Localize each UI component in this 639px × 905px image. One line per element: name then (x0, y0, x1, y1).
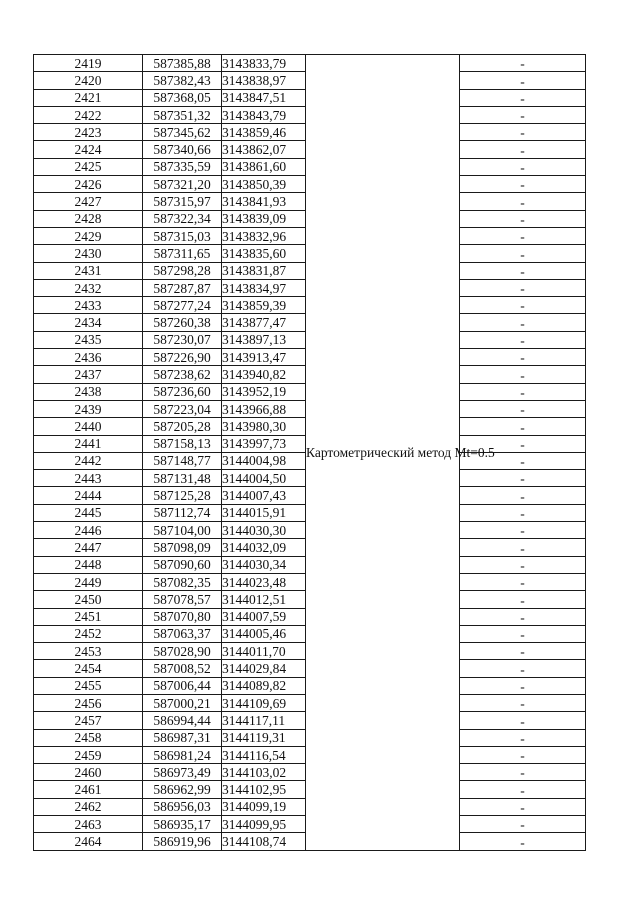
x-coordinate-cell: 587236,60 (143, 383, 222, 400)
note-cell: - (460, 729, 586, 746)
point-number-cell: 2462 (34, 798, 143, 815)
note-cell: - (460, 245, 586, 262)
note-cell: - (460, 331, 586, 348)
x-coordinate-cell: 586956,03 (143, 798, 222, 815)
point-number-cell: 2441 (34, 435, 143, 452)
point-number-cell: 2432 (34, 279, 143, 296)
x-coordinate-cell: 587335,59 (143, 158, 222, 175)
point-number-cell: 2443 (34, 470, 143, 487)
x-coordinate-cell: 587226,90 (143, 349, 222, 366)
note-cell: - (460, 106, 586, 123)
x-coordinate-cell: 587277,24 (143, 297, 222, 314)
y-coordinate-cell: 3143897,13 (222, 331, 306, 348)
note-cell: - (460, 262, 586, 279)
point-number-cell: 2459 (34, 746, 143, 763)
point-number-cell: 2433 (34, 297, 143, 314)
note-cell: - (460, 227, 586, 244)
note-cell: - (460, 124, 586, 141)
x-coordinate-cell: 587321,20 (143, 176, 222, 193)
point-number-cell: 2440 (34, 418, 143, 435)
note-cell: - (460, 625, 586, 642)
point-number-cell: 2431 (34, 262, 143, 279)
y-coordinate-cell: 3143859,39 (222, 297, 306, 314)
point-number-cell: 2464 (34, 833, 143, 850)
note-cell: - (460, 470, 586, 487)
y-coordinate-cell: 3144029,84 (222, 660, 306, 677)
x-coordinate-cell: 587223,04 (143, 400, 222, 417)
point-number-cell: 2448 (34, 556, 143, 573)
x-coordinate-cell: 586987,31 (143, 729, 222, 746)
y-coordinate-cell: 3144032,09 (222, 539, 306, 556)
y-coordinate-cell: 3144108,74 (222, 833, 306, 850)
y-coordinate-cell: 3144116,54 (222, 746, 306, 763)
note-cell: - (460, 643, 586, 660)
y-coordinate-cell: 3143833,79 (222, 55, 306, 72)
x-coordinate-cell: 587311,65 (143, 245, 222, 262)
y-coordinate-cell: 3143841,93 (222, 193, 306, 210)
x-coordinate-cell: 587104,00 (143, 522, 222, 539)
point-number-cell: 2460 (34, 764, 143, 781)
x-coordinate-cell: 587351,32 (143, 106, 222, 123)
point-number-cell: 2425 (34, 158, 143, 175)
point-number-cell: 2429 (34, 227, 143, 244)
x-coordinate-cell: 587070,80 (143, 608, 222, 625)
y-coordinate-cell: 3143832,96 (222, 227, 306, 244)
y-coordinate-cell: 3144023,48 (222, 573, 306, 590)
point-number-cell: 2455 (34, 677, 143, 694)
y-coordinate-cell: 3143940,82 (222, 366, 306, 383)
x-coordinate-cell: 587315,03 (143, 227, 222, 244)
point-number-cell: 2444 (34, 487, 143, 504)
note-cell: - (460, 522, 586, 539)
y-coordinate-cell: 3144030,30 (222, 522, 306, 539)
x-coordinate-cell: 587260,38 (143, 314, 222, 331)
point-number-cell: 2436 (34, 349, 143, 366)
x-coordinate-cell: 587125,28 (143, 487, 222, 504)
point-number-cell: 2446 (34, 522, 143, 539)
y-coordinate-cell: 3143997,73 (222, 435, 306, 452)
note-cell: - (460, 297, 586, 314)
x-coordinate-cell: 587315,97 (143, 193, 222, 210)
x-coordinate-cell: 587158,13 (143, 435, 222, 452)
note-cell: - (460, 435, 586, 452)
point-number-cell: 2437 (34, 366, 143, 383)
note-cell: - (460, 366, 586, 383)
point-number-cell: 2456 (34, 694, 143, 711)
x-coordinate-cell: 587112,74 (143, 504, 222, 521)
y-coordinate-cell: 3144099,95 (222, 816, 306, 833)
note-cell: - (460, 72, 586, 89)
x-coordinate-cell: 587340,66 (143, 141, 222, 158)
x-coordinate-cell: 587148,77 (143, 452, 222, 469)
point-number-cell: 2463 (34, 816, 143, 833)
note-cell: - (460, 141, 586, 158)
point-number-cell: 2430 (34, 245, 143, 262)
note-cell: - (460, 712, 586, 729)
x-coordinate-cell: 586973,49 (143, 764, 222, 781)
y-coordinate-cell: 3144099,19 (222, 798, 306, 815)
note-cell: - (460, 279, 586, 296)
x-coordinate-cell: 587345,62 (143, 124, 222, 141)
y-coordinate-cell: 3144015,91 (222, 504, 306, 521)
y-coordinate-cell: 3143835,60 (222, 245, 306, 262)
y-coordinate-cell: 3143847,51 (222, 89, 306, 106)
note-cell: - (460, 158, 586, 175)
y-coordinate-cell: 3143838,97 (222, 72, 306, 89)
x-coordinate-cell: 587000,21 (143, 694, 222, 711)
coordinates-table (33, 54, 586, 851)
y-coordinate-cell: 3143862,07 (222, 141, 306, 158)
point-number-cell: 2424 (34, 141, 143, 158)
x-coordinate-cell: 586994,44 (143, 712, 222, 729)
note-cell: - (460, 176, 586, 193)
note-cell: - (460, 452, 586, 469)
y-coordinate-cell: 3143952,19 (222, 383, 306, 400)
y-coordinate-cell: 3143980,30 (222, 418, 306, 435)
point-number-cell: 2457 (34, 712, 143, 729)
y-coordinate-cell: 3144109,69 (222, 694, 306, 711)
y-coordinate-cell: 3143966,88 (222, 400, 306, 417)
note-cell: - (460, 764, 586, 781)
y-coordinate-cell: 3144103,02 (222, 764, 306, 781)
x-coordinate-cell: 587230,07 (143, 331, 222, 348)
y-coordinate-cell: 3143831,87 (222, 262, 306, 279)
point-number-cell: 2445 (34, 504, 143, 521)
point-number-cell: 2454 (34, 660, 143, 677)
note-cell: - (460, 504, 586, 521)
note-cell: - (460, 487, 586, 504)
note-cell: - (460, 798, 586, 815)
note-cell: - (460, 400, 586, 417)
point-number-cell: 2428 (34, 210, 143, 227)
note-cell: - (460, 833, 586, 850)
point-number-cell: 2450 (34, 591, 143, 608)
note-cell: - (460, 556, 586, 573)
y-coordinate-cell: 3143913,47 (222, 349, 306, 366)
y-coordinate-cell: 3143834,97 (222, 279, 306, 296)
y-coordinate-cell: 3144117,11 (222, 712, 306, 729)
y-coordinate-cell: 3144011,70 (222, 643, 306, 660)
x-coordinate-cell: 587382,43 (143, 72, 222, 89)
point-number-cell: 2426 (34, 176, 143, 193)
y-coordinate-cell: 3143839,09 (222, 210, 306, 227)
x-coordinate-cell: 587063,37 (143, 625, 222, 642)
note-cell: - (460, 539, 586, 556)
y-coordinate-cell: 3144012,51 (222, 591, 306, 608)
x-coordinate-cell: 587008,52 (143, 660, 222, 677)
y-coordinate-cell: 3143861,60 (222, 158, 306, 175)
x-coordinate-cell: 587028,90 (143, 643, 222, 660)
y-coordinate-cell: 3144007,59 (222, 608, 306, 625)
note-cell: - (460, 694, 586, 711)
x-coordinate-cell: 587131,48 (143, 470, 222, 487)
point-number-cell: 2423 (34, 124, 143, 141)
point-number-cell: 2419 (34, 55, 143, 72)
y-coordinate-cell: 3143850,39 (222, 176, 306, 193)
x-coordinate-cell: 587082,35 (143, 573, 222, 590)
y-coordinate-cell: 3144102,95 (222, 781, 306, 798)
note-cell: - (460, 193, 586, 210)
point-number-cell: 2442 (34, 452, 143, 469)
point-number-cell: 2461 (34, 781, 143, 798)
point-number-cell: 2422 (34, 106, 143, 123)
point-number-cell: 2453 (34, 643, 143, 660)
y-coordinate-cell: 3144007,43 (222, 487, 306, 504)
note-cell: - (460, 677, 586, 694)
y-coordinate-cell: 3143859,46 (222, 124, 306, 141)
y-coordinate-cell: 3143843,79 (222, 106, 306, 123)
note-cell: - (460, 591, 586, 608)
x-coordinate-cell: 587238,62 (143, 366, 222, 383)
x-coordinate-cell: 586919,96 (143, 833, 222, 850)
point-number-cell: 2458 (34, 729, 143, 746)
point-number-cell: 2434 (34, 314, 143, 331)
table-row (34, 55, 586, 72)
point-number-cell: 2439 (34, 400, 143, 417)
note-cell: - (460, 210, 586, 227)
note-cell: - (460, 314, 586, 331)
point-number-cell: 2435 (34, 331, 143, 348)
x-coordinate-cell: 587385,88 (143, 55, 222, 72)
x-coordinate-cell: 587368,05 (143, 89, 222, 106)
note-cell: - (460, 660, 586, 677)
x-coordinate-cell: 586981,24 (143, 746, 222, 763)
point-number-cell: 2421 (34, 89, 143, 106)
point-number-cell: 2420 (34, 72, 143, 89)
y-coordinate-cell: 3144004,98 (222, 452, 306, 469)
point-number-cell: 2451 (34, 608, 143, 625)
x-coordinate-cell: 587298,28 (143, 262, 222, 279)
y-coordinate-cell: 3144004,50 (222, 470, 306, 487)
y-coordinate-cell: 3144089,82 (222, 677, 306, 694)
note-cell: - (460, 816, 586, 833)
note-cell: - (460, 781, 586, 798)
note-cell: - (460, 349, 586, 366)
note-cell: - (460, 608, 586, 625)
point-number-cell: 2449 (34, 573, 143, 590)
x-coordinate-cell: 587287,87 (143, 279, 222, 296)
y-coordinate-cell: 3143877,47 (222, 314, 306, 331)
method-cell: Картометрический метод Mt=0.5 (306, 55, 460, 851)
x-coordinate-cell: 587098,09 (143, 539, 222, 556)
x-coordinate-cell: 586935,17 (143, 816, 222, 833)
y-coordinate-cell: 3144030,34 (222, 556, 306, 573)
x-coordinate-cell: 586962,99 (143, 781, 222, 798)
note-cell: - (460, 573, 586, 590)
note-cell: - (460, 383, 586, 400)
point-number-cell: 2438 (34, 383, 143, 400)
note-cell: - (460, 55, 586, 72)
note-cell: - (460, 746, 586, 763)
x-coordinate-cell: 587322,34 (143, 210, 222, 227)
y-coordinate-cell: 3144005,46 (222, 625, 306, 642)
point-number-cell: 2447 (34, 539, 143, 556)
point-number-cell: 2452 (34, 625, 143, 642)
note-cell: - (460, 89, 586, 106)
x-coordinate-cell: 587006,44 (143, 677, 222, 694)
x-coordinate-cell: 587205,28 (143, 418, 222, 435)
x-coordinate-cell: 587078,57 (143, 591, 222, 608)
note-cell: - (460, 418, 586, 435)
y-coordinate-cell: 3144119,31 (222, 729, 306, 746)
point-number-cell: 2427 (34, 193, 143, 210)
x-coordinate-cell: 587090,60 (143, 556, 222, 573)
coordinates-table-body (34, 55, 586, 851)
